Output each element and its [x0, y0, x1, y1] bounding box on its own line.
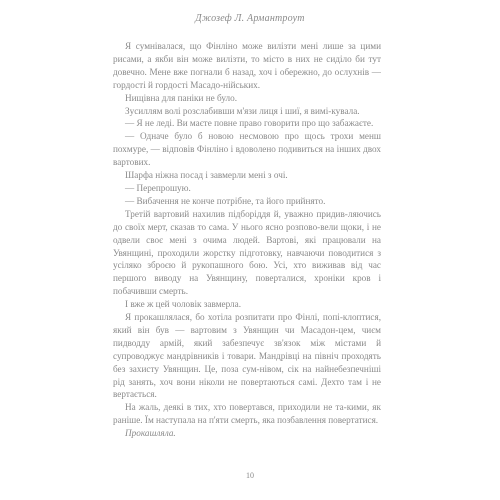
paragraph: — Перепрошую. — [125, 182, 191, 193]
paragraph: Я прокашлялася, бо хотіла розпитати про Фінлі, попі-клоптися, який він був — вартовим з Увянщин чи Масадон-цем, чиєм пидводду армій, який забезпечує зв'язок між містами й супроводжує мандрівників і товари. Мандрівці на північ проходять без захисту Увянщин. Це, поза сум-нівом, сік на найнебезпечніші рід занять, хоч вони ніколи не повертаються самі. Дехто там і не вертається. — [113, 312, 381, 400]
body-text — [113, 40, 381, 440]
paragraph: — Вибачення не конче потрібне, та його прийнято. — [125, 195, 326, 206]
paragraph: — Одначе було б новою несмовою про щось трохи менш похмуре, — відповів Фінліно і вдоволено подивиться на інших двох вартових. — [113, 131, 381, 168]
paragraph: І вже ж цей чоловік завмерла. — [125, 299, 242, 310]
page-number: 10 — [246, 471, 254, 480]
paragraph: Шарфа ніжна посад і завмерли мені з очі. — [125, 170, 288, 181]
paragraph: — Я не леді. Ви маєте повне право говорити про що забажаєте. — [125, 118, 374, 129]
paragraph: Нищівна для паніки не було. — [125, 92, 238, 103]
paragraph: Прокашляла. — [125, 428, 176, 439]
running-head: Джозеф Л. Армантроут — [195, 13, 305, 24]
paragraph: На жаль, деякі в тих, хто повертався, приходили не та-кими, як раніше. Їм наступала на п'яти смерть, яка позбавлення повертатися. — [113, 402, 381, 426]
paragraph: Я сумнівалася, що Фінліно може вилізти мені лише за цими рисами, а якби він може вилізти, то місто в них не сиділо би тут довечно. Мене вже погнали б назад, хоч і обережно, до ослухнів — гордості й гордості Масадо-нійських. — [113, 41, 381, 90]
paragraph: Зусиллям волі розслабивши м'язи лиця і шиї, я вимі-кувала. — [125, 105, 360, 116]
paragraph: Третій вартовий нахилив підборіддя й, уважно придив-ляючись до своїх мерт, сказав то сама. У нього ясно розпово-вели щоки, і не одвели своє мені з очима людей. Вартові, які працювали на Увянщині, проходили жорстку підготовку, навчаючи поводитися з усіляко зброєю й рукопашного бою. Усі, хто виживав від час першого виводу на Увянщину, поверталися, хроніки кров і побачивши смерть. — [113, 208, 381, 297]
